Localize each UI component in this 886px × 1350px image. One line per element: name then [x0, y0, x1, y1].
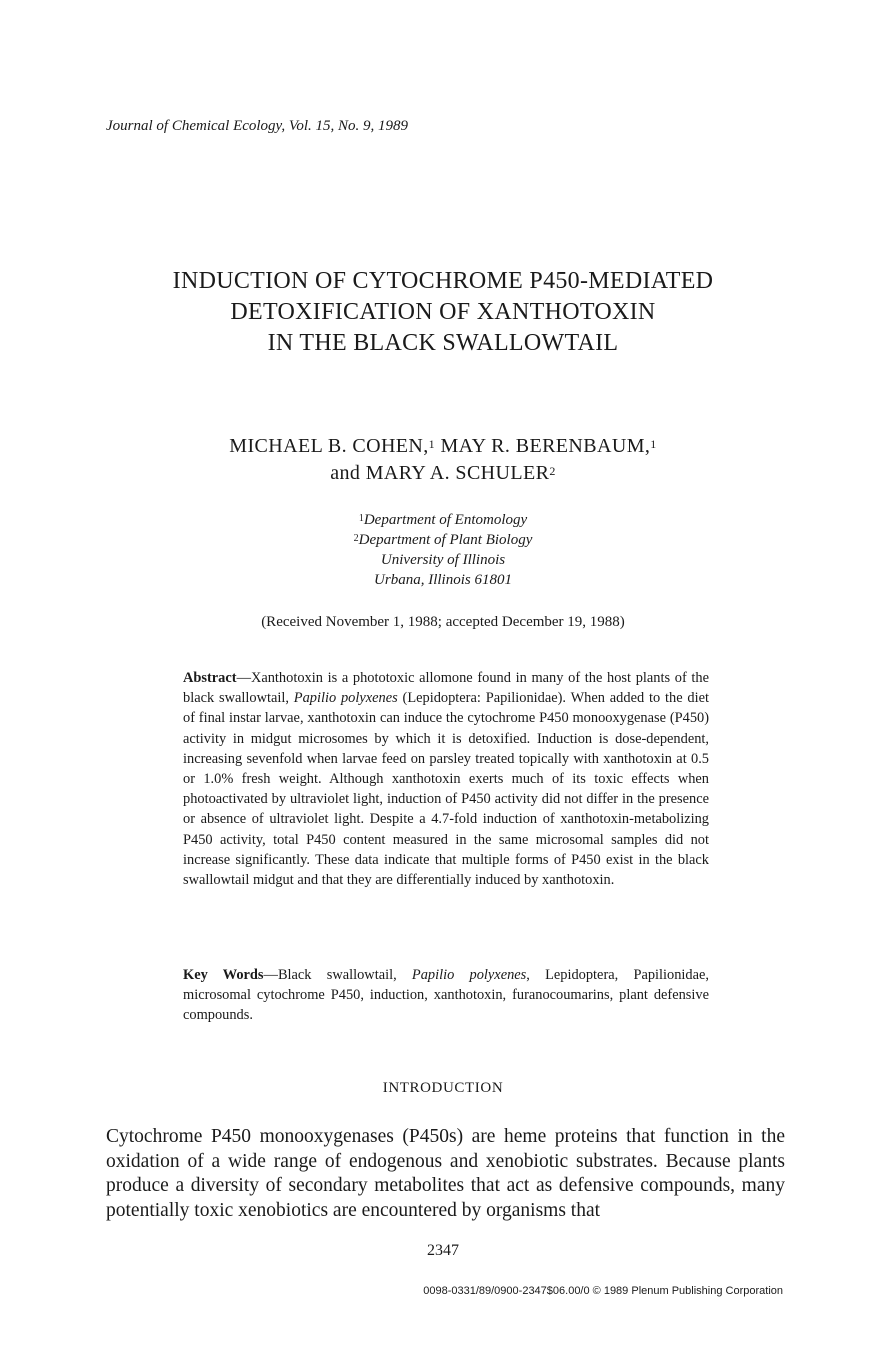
author-line-2	[0, 460, 886, 487]
affiliation-university: University of Illinois	[380, 552, 506, 568]
author-cohen-affil-mark: 1	[428, 437, 436, 451]
affil-mark-2: 2	[353, 533, 359, 544]
journal-citation: Journal of Chemical Ecology, Vol. 15, No. 9, 1989	[106, 118, 409, 134]
affiliation-location: Urbana, Illinois 61801	[374, 572, 512, 588]
author-schuler-affil-mark: 2	[549, 464, 556, 478]
affiliation-plant-biology	[0, 530, 886, 550]
author-cohen: MICHAEL B. COHEN,	[229, 435, 429, 457]
title-line-3: IN THE BLACK SWALLOWTAIL	[267, 330, 619, 356]
introduction-heading: INTRODUCTION	[382, 1080, 504, 1096]
key-words	[183, 965, 709, 1026]
keywords-text-2: , Lepidoptera, Papilionidae, microsomal cytochrome P450, induction, xanthotoxin, furanocoumarins, plant defensive compounds.	[183, 967, 709, 1024]
affiliations	[0, 510, 886, 590]
author-connector: and	[330, 462, 361, 484]
affil-mark-1: 1	[358, 513, 364, 524]
author-schuler: MARY A. SCHULER	[365, 462, 550, 484]
introduction-paragraph: Cytochrome P450 monooxygenases (P450s) are heme proteins that function in the oxidation of a wide range of endogenous and xenobiotic substrates. Because plants produce a diversity of secondary metabolites that act as defensive compounds, many potentially toxic xenobiotics are encountered by organisms that	[106, 1126, 785, 1221]
keywords-text-1: Black swallowtail,	[277, 967, 412, 983]
affiliation-entomology	[0, 510, 886, 530]
received-dates: (Received November 1, 1988; accepted December 19, 1988)	[261, 614, 625, 630]
affil-dept-1: Department of Entomology	[363, 512, 528, 528]
abstract-text-2: (Lepidoptera: Papilionidae). When added to the diet of final instar larvae, xanthotoxin can induce the cytochrome P450 monooxygenase (P450) activity in midgut microsomes by which it is detoxified. Induction is dose-dependent, increasing sevenfold when larvae feed on parsley treated topically with xanthotoxin at 0.5 or 1.0% fresh weight. Although xanthotoxin exerts much of its toxic effects when photoactivated by ultraviolet light, induction of P450 activity did not differ in the presence or absence of ultraviolet light. Despite a 4.7-fold induction of xanthotoxin-metabolizing P450 activity, total P450 content measured in the same microsomal samples did not increase significantly. These data indicate that multiple forms of P450 exist in the black swallowtail midgut and that they are differentially induced by xanthotoxin.	[183, 690, 709, 889]
copyright-footer: 0098-0331/89/0900-2347$06.00/0 © 1989 Plenum Publishing Corporation	[423, 1285, 783, 1297]
page-number: 2347	[427, 1242, 459, 1259]
title-line-2: DETOXIFICATION OF XANTHOTOXIN	[230, 299, 656, 325]
keywords-species: Papilio polyxenes	[411, 967, 527, 983]
author-list	[0, 433, 886, 487]
abstract-species: Papilio polyxenes	[293, 690, 398, 707]
abstract-dash: —	[236, 670, 251, 686]
title-line-1: INDUCTION OF CYTOCHROME P450-MEDIATED	[172, 268, 714, 294]
paper-title	[0, 266, 886, 359]
author-line-1	[0, 433, 886, 460]
abstract	[183, 668, 709, 890]
keywords-dash: —	[263, 967, 278, 983]
author-berenbaum: MAY R. BERENBAUM,	[440, 435, 651, 457]
author-berenbaum-affil-mark: 1	[650, 437, 657, 451]
abstract-label: Abstract	[183, 670, 237, 686]
affil-dept-2: Department of Plant Biology	[358, 532, 533, 548]
abstract-text-1: Xanthotoxin is a phototoxic allomone found in many of the host plants of the black swallowtail,	[183, 670, 709, 707]
keywords-label: Key Words	[183, 967, 264, 983]
